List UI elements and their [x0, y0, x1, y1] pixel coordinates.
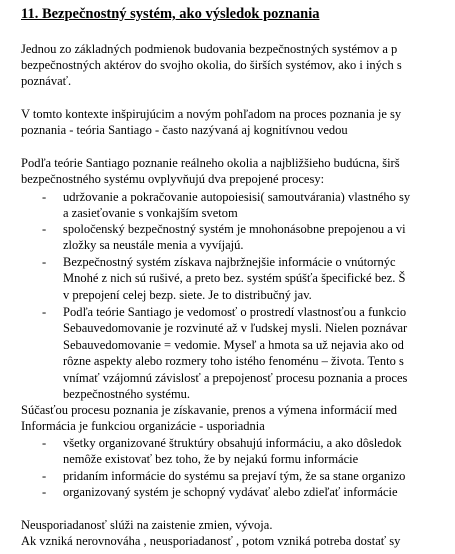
paragraph-4-line-2: Informácia je funkciou organizácie - usporiadnia — [21, 419, 265, 433]
paragraph-5: Neusporiadanosť slúži na zaistenie zmien, vývoja. — [21, 518, 273, 532]
bullet-3-line-2: Mnohé z nich sú rušivé, a preto bez. systém spúšťa špecifické bez. Š — [63, 271, 406, 285]
bullet-2-line-2: zložky sa neustále menia a vyvíjajú. — [63, 238, 244, 252]
paragraph-1-line-2: bezpečnostných aktérov do svojho okolia, do širších systémov, ako i iných s — [21, 58, 402, 72]
paragraph-2-line-1: V tomto kontexte inšpirujúcim a novým pohľadom na proces poznania je sy — [21, 107, 402, 121]
paragraph-3-line-1: Podľa teórie Santiago poznanie reálneho okolia a najbližšieho budúcna, širš — [21, 156, 400, 170]
bullet-dash: - — [42, 255, 47, 269]
bullet-4-line-5: vnímať vzájomnú závislosť a prepojenosť procesu poznania a proces — [63, 371, 408, 385]
bullet-2-line-1: spoločenský bezpečnostný systém je mnohonásobne prepojenou a vi — [63, 222, 406, 236]
bullet-dash: - — [42, 222, 47, 236]
bullet-1-line-2: a zasieťovanie s vonkajším svetom — [63, 206, 238, 220]
bullet-dash: - — [42, 485, 47, 499]
bullet-dash: - — [42, 469, 47, 483]
bullet-5-line-1: všetky organizované štruktúry obsahujú informáciu, a ako dôsledok — [63, 436, 402, 450]
bullet-4-line-2: Sebauvedomovanie je rozvinuté až v ľudskej mysli. Nielen poznávar — [63, 321, 408, 335]
paragraph-1-line-3: poznávať. — [21, 74, 72, 88]
bullet-3-line-3: v prepojení celej bezp. siete. Je to distribučný jav. — [63, 288, 312, 302]
bullet-4-line-3: Sebauvedomovanie = vedomie. Myseľ a hmota sa už nejavia ako od — [63, 338, 404, 352]
bullet-4-line-4: rôzne aspekty alebo rozmery toho istého fenoménu – života. Tento s — [63, 354, 404, 368]
bullet-4-line-1: Podľa teórie Santiago je vedomosť o prostredí vlastnosťou a funkcio — [63, 305, 407, 319]
bullet-dash: - — [42, 190, 47, 204]
paragraph-2-line-2: poznania - teória Santiago - často nazývaná aj kognitívnou vedou — [21, 123, 348, 137]
section-title: 11. Bezpečnostný systém, ako výsledok poznania — [21, 6, 320, 22]
bullet-4-line-6: bezpečnostného systému. — [63, 387, 191, 401]
bullet-1-line-1: udržovanie a pokračovanie autopoiesisi( samoutvárania) vlastného sy — [63, 190, 411, 204]
paragraph-6: Ak vzniká nerovnováha , neusporiadanosť , potom vzniká potreba dostať sy — [21, 534, 401, 548]
bullet-dash: - — [42, 436, 47, 450]
paragraph-4-line-1: Súčasťou procesu poznania je získavanie, prenos a výmena informácií med — [21, 403, 398, 417]
bullet-5-line-2: nemôže existovať bez toho, že by nejakú formu informácie — [63, 452, 359, 466]
bullet-dash: - — [42, 305, 47, 319]
paragraph-3-line-2: bezpečnostného systému ovplyvňujú dva prepojené procesy: — [21, 172, 325, 186]
bullet-3-line-1: Bezpečnostný systém získava najbržnejšie informácie o vnútornýc — [63, 255, 396, 269]
bullet-6-line-1: pridaním informácie do systému sa prejaví tým, že sa stane organizo — [63, 469, 406, 483]
paragraph-1-line-1: Jednou zo základných podmienok budovania bezpečnostných systémov a p — [21, 42, 398, 56]
bullet-7-line-1: organizovaný systém je schopný vydávať alebo zdieľať informácie — [63, 485, 398, 499]
